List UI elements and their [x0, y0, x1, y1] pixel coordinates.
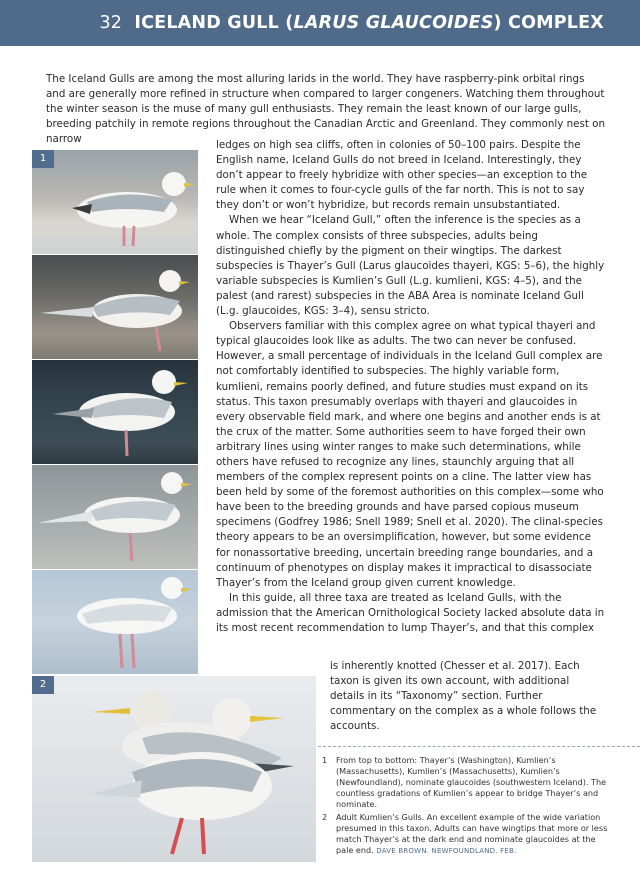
- caption-divider: [318, 746, 640, 747]
- title-prefix: ICELAND GULL (: [134, 13, 294, 33]
- caption-text: From top to bottom: Thayer’s (Washington), Kumlien’s (Massachusetts), Kumlien’s (Massachusetts), Kumlien’s (Newfoundland), nominate glaucoides (southwestern Iceland). The countless gradations of Kumlien’s appear to bridge Thayer’s and nominate.: [336, 755, 607, 809]
- intro-paragraph: The Iceland Gulls are among the most alluring larids in the world. They have raspberry-pink orbital rings and are generally more refined in structure when compared to larger congeners. Watching them throughout the winter season is the muse of many gull enthusiasts. They remain the least known of our large gulls, breeding patchily in remote regions throughout the Canadian Arctic and Greenland. They commonly nest on narrow: [46, 73, 605, 146]
- gull-photo-kumliens-2: [32, 360, 198, 464]
- gull-photo-thayers: [32, 150, 198, 254]
- kumliens-gulls-pair-photo: [32, 676, 316, 862]
- gull-illustration: [32, 150, 198, 254]
- caption-number: 1: [322, 755, 328, 765]
- photo-badge: 2: [32, 676, 54, 694]
- gull-illustration: [32, 465, 198, 569]
- caption-1: [314, 755, 610, 810]
- gull-photo-kumliens-1: [32, 255, 198, 359]
- gull-pair-illustration: [32, 676, 316, 862]
- paragraph: ledges on high sea cliffs, often in colonies of 50–100 pairs. Despite the English name, Iceland Gulls do not breed in Iceland. Interestingly, they don’t appear to freely hybridize with other species—an exception to the rule when it comes to four-cycle gulls of the far north. This is not to say they don’t or won’t hybridize, but records remain unsubstantiated.: [216, 139, 588, 212]
- caption-2: [314, 812, 610, 857]
- paragraph: In this guide, all three taxa are treated as Iceland Gulls, with the admission that the American Ornithological Society lacked absolute data in its most recent recommendation to lump Thayer’s, and that this complex: [216, 591, 605, 634]
- title-scientific-name: LARUS GLAUCOIDES: [293, 13, 494, 33]
- photo-captions: [314, 755, 610, 859]
- gull-illustration: [32, 570, 198, 674]
- gull-photo-nominate-glaucoides: [32, 570, 198, 674]
- page-number: 32: [99, 13, 123, 33]
- gull-illustration: [32, 360, 198, 464]
- gull-illustration: [32, 255, 198, 359]
- main-text-column: [216, 138, 606, 636]
- title-suffix: ) COMPLEX: [493, 13, 604, 33]
- caption-number: 2: [322, 812, 328, 822]
- caption-text: Adult Kumlien’s Gulls. An excellent example of the wide variation presumed in this taxon. Adults can have wingtips that more or less match Thayer’s at the dark end and nominate glaucoides at the pale end.: [336, 812, 608, 855]
- photo-credit: DAVE BROWN. NEWFOUNDLAND. FEB.: [376, 847, 517, 855]
- page-header: [0, 0, 640, 46]
- paragraph: Observers familiar with this complex agree on what typical thayeri and typical glaucoides look like as adults. The two can never be confused. However, a small percentage of individuals in the Iceland Gull complex are not comfortably identified to subspecies. The highly variable form, kumlieni, remains poorly defined, and future studies must expand on its status. This taxon presumably overlaps with thayeri and glaucoides in every observable field mark, and where one begins and another ends is at the crux of the matter. Some authorities seem to have forged their own arbitrary lines using winter ranges to make such determinations, while others have refused to recognize any lines, staunchly arguing that all members of the complex represent points on a cline. The latter view has been held by some of the foremost authorities on this complex—some who have been to the breeding grounds and have parsed copious museum specimens (Godfrey 1986; Snell 1989; Snell et al. 2020). The clinal-species theory appears to be an oversimplification, however, but some evidence for nonassortative breeding, uncertain breeding range boundaries, and a continuum of phenotypes on display makes it impractical to disassociate Thayer’s from the Iceland group given current knowledge.: [216, 320, 604, 589]
- page-title: [99, 13, 604, 33]
- gull-photo-kumliens-3: [32, 465, 198, 569]
- text-continuation: is inherently knotted (Chesser et al. 2017). Each taxon is given its own account, with additional details in its “Taxonomy” section. Further commentary on the complex as a whole follows the accounts.: [330, 660, 597, 733]
- paragraph: When we hear “Iceland Gull,” often the inference is the species as a whole. The complex consists of three subspecies, adults being distinguished chiefly by the pigment on their wingtips. The darkest subspecies is Thayer’s Gull (Larus glaucoides thayeri, KGS: 5–6), the highly variable subspecies is Kumlien’s Gull (L.g. kumlieni, KGS: 4–5), and the palest (and rarest) subspecies in the ABA Area is nominate Iceland Gull (L.g. glaucoides, KGS: 3–4), sensu stricto.: [216, 214, 605, 318]
- photo-badge: 1: [32, 150, 54, 168]
